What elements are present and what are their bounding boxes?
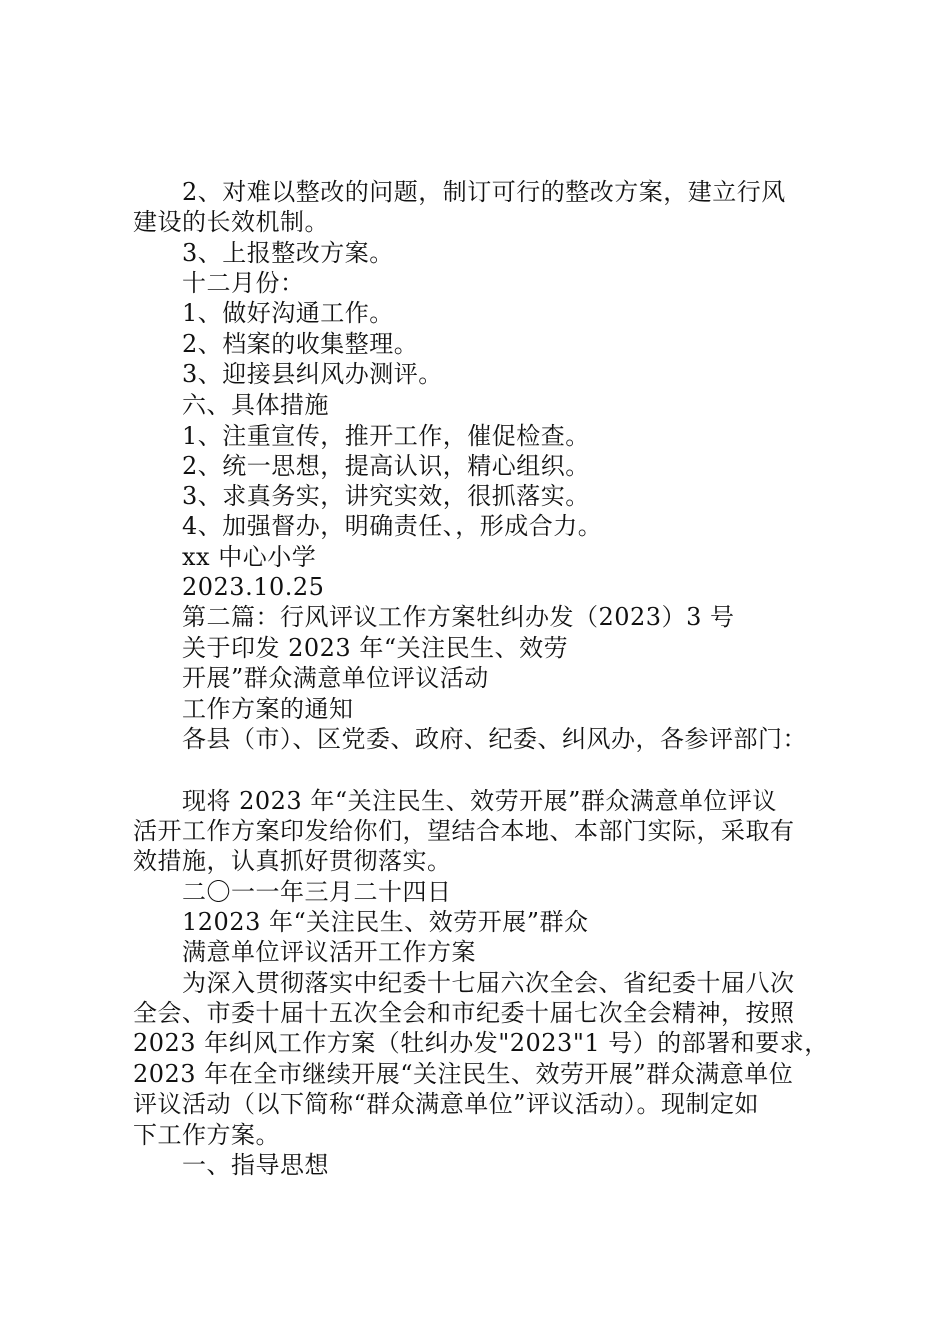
section-heading: 一、指导思想 <box>182 1151 329 1179</box>
text-line: 3、求真务实，讲究实效，很抓落实。 <box>182 482 590 510</box>
text-line: 活开工作方案印发给你们，望结合本地、本部门实际，采取有 <box>133 817 795 845</box>
text-line: 下工作方案。 <box>133 1121 280 1149</box>
text-line: 十二月份： <box>182 269 305 297</box>
plan-title: 满意单位评议活开工作方案 <box>182 938 476 966</box>
text-line: 2023 年纠风工作方案（牡纠办发"2023"1 号）的部署和要求， <box>133 1029 829 1057</box>
text-line: 2、档案的收集整理。 <box>182 330 419 358</box>
text-line: 全会、市委十届十五次全会和市纪委十届七次全会精神，按照 <box>133 999 795 1027</box>
text-line: 效措施，认真抓好贯彻落实。 <box>133 847 452 875</box>
text-line: 3、上报整改方案。 <box>182 239 394 267</box>
signature-org: xx 中心小学 <box>182 543 317 571</box>
text-line: 2023 年在全市继续开展“关注民生、效劳开展”群众满意单位 <box>133 1060 794 1088</box>
text-line: 建设的长效机制。 <box>133 208 329 236</box>
text-line: 1、注重宣传，推开工作，催促检查。 <box>182 422 590 450</box>
text-line: 2、统一思想，提高认识，精心组织。 <box>182 452 590 480</box>
recipient-line: 各县（市）、区党委、政府、纪委、纠风办，各参评部门： <box>182 725 807 753</box>
text-line: 1、做好沟通工作。 <box>182 299 394 327</box>
notice-title: 开展”群众满意单位评议活动 <box>182 664 489 692</box>
notice-title: 工作方案的通知 <box>182 695 354 723</box>
section-heading: 六、具体措施 <box>182 391 329 419</box>
chapter-title: 第二篇：行风评议工作方案牡纠办发（2023）3 号 <box>182 603 735 631</box>
notice-title: 关于印发 2023 年“关注民生、效劳 <box>182 634 569 662</box>
text-line: 4、加强督办，明确责任、，形成合力。 <box>182 512 603 540</box>
text-line: 为深入贯彻落实中纪委十七届六次全会、省纪委十届八次 <box>182 969 795 997</box>
signature-date: 2023.10.25 <box>182 573 325 601</box>
issue-date: 二〇一一年三月二十四日 <box>182 878 452 906</box>
text-line: 现将 2023 年“关注民生、效劳开展”群众满意单位评议 <box>182 787 777 815</box>
text-line: 3、迎接县纠风办测评。 <box>182 360 443 388</box>
plan-title: 12023 年“关注民生、效劳开展”群众 <box>182 908 589 936</box>
text-line: 2、对难以整改的问题，制订可行的整改方案，建立行风 <box>182 178 786 206</box>
text-line: 评议活动（以下简称“群众满意单位”评议活动）。现制定如 <box>133 1090 760 1118</box>
